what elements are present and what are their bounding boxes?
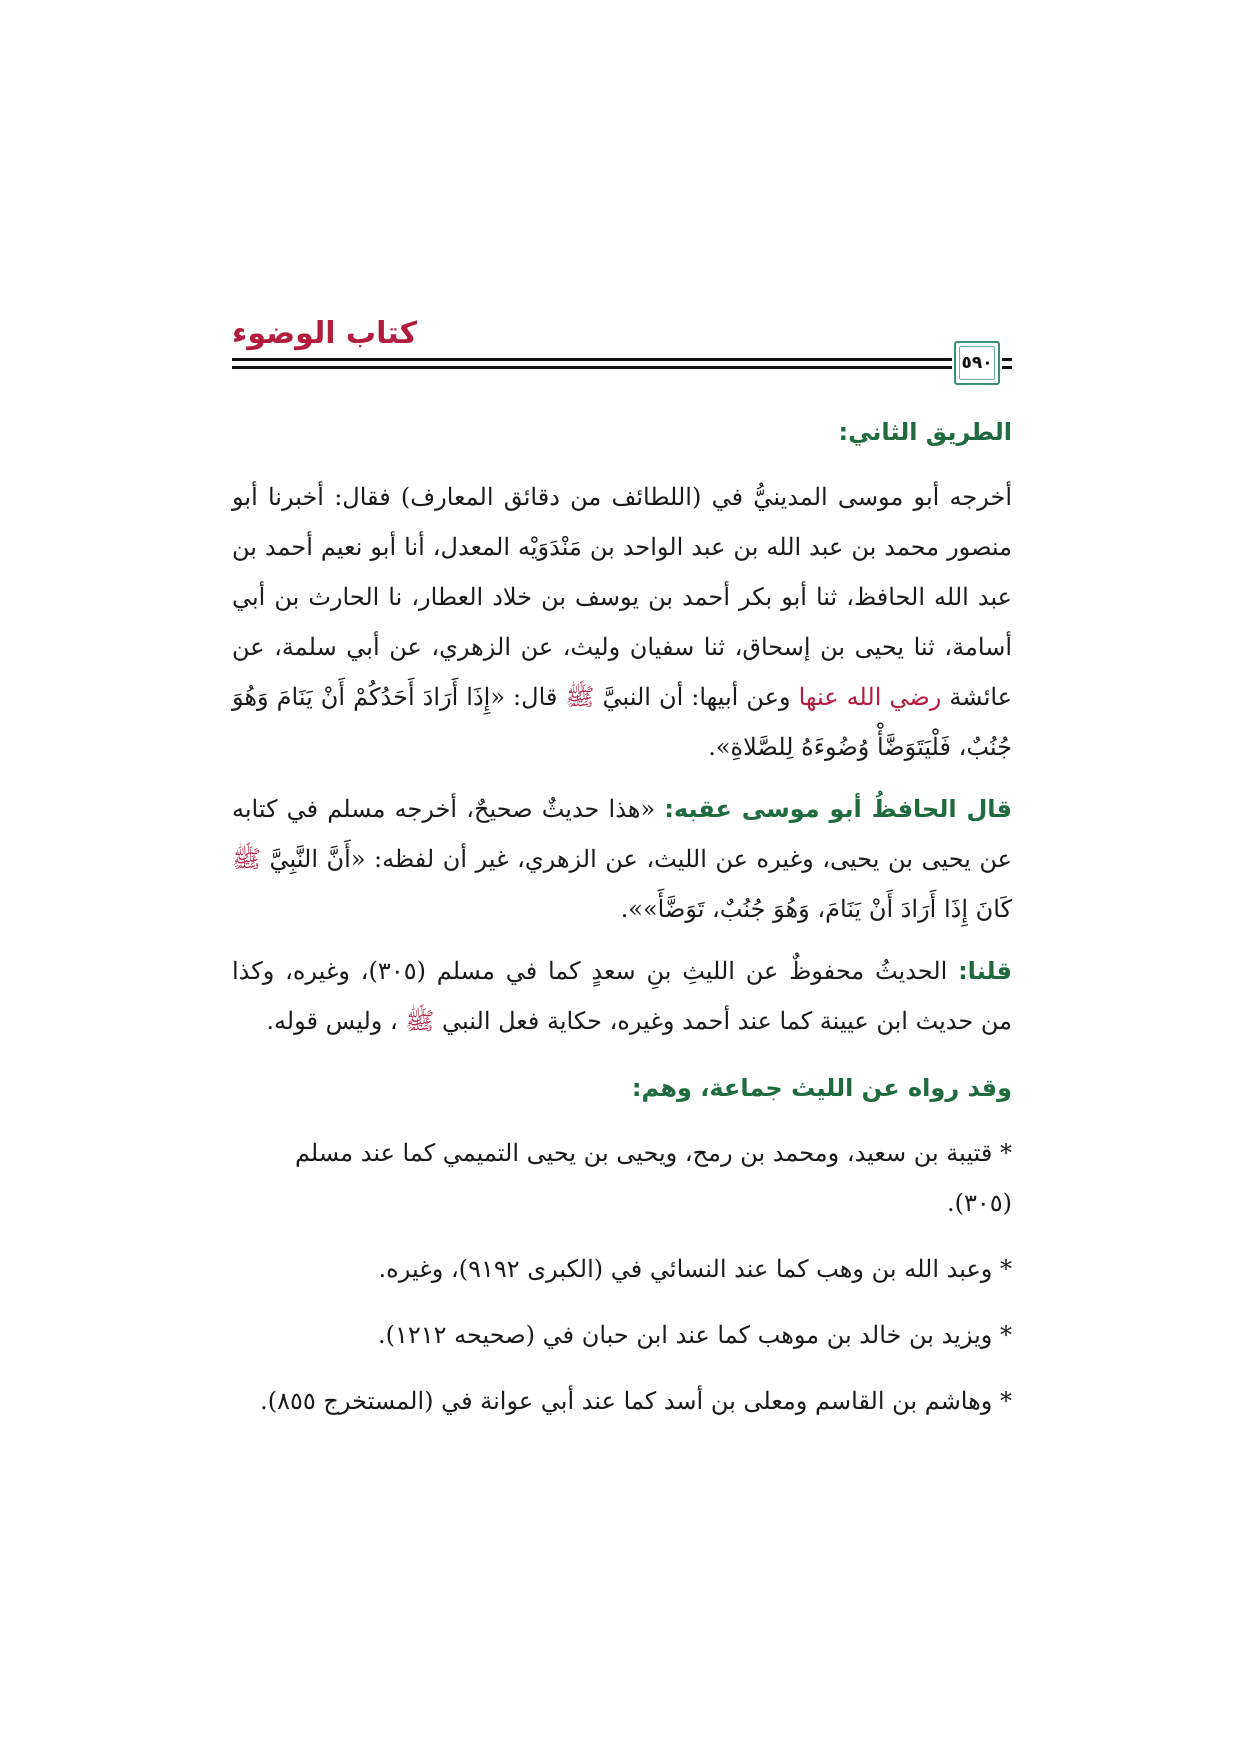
header-rule-bottom-end (1002, 366, 1012, 369)
list-item: * وعبد الله بن وهب كما عند النسائي في (الكبرى ٩١٩٢)، وغيره. (378, 1255, 1012, 1283)
header-rule-bottom (232, 366, 952, 369)
section-heading: الطريق الثاني: (838, 418, 1012, 446)
list-item: * ويزيد بن خالد بن موهب كما عند ابن حبان في (صحيحه ١٢١٢). (377, 1321, 1012, 1349)
note-text-b: ، وليس قوله. (266, 1007, 398, 1035)
honorific-salawat: ﷺ (232, 845, 261, 873)
paragraph-hafiz-comment (232, 784, 1012, 934)
narration-text: أخرجه أبو موسى المدينيُّ في (اللطائف من دقائق المعارف) فقال: أخبرنا أبو منصور محمد بن عبد الله بن عبد الواحد بن مَنْدَوَيْه المعدل، أنا أبو نعيم أحمد بن عبد الله الحافظ، ثنا أبو بكر أحمد بن يوسف بن خلاد العطار، نا الحارث بن أبي أسامة، ثنا يحيى بن إسحاق، ثنا سفيان وليث، عن الزهري، عن أبي سلمة، عن عائشة (232, 483, 1013, 711)
sub-heading: وقد رواه عن الليث جماعة، وهم: (631, 1074, 1012, 1102)
comment-text-b: كَانَ إِذَا أَرَادَ أَنْ يَنَامَ، وَهُوَ جُنُبٌ، تَوَضَّأَ»». (620, 895, 1012, 923)
note-text: الحديثُ محفوظٌ عن الليثِ بنِ سعدٍ كما في مسلم (٣٠٥)، وغيره، وكذا من حديث ابن عيينة كما عند أحمد وغيره، حكاية فعل النبي (232, 957, 1012, 1035)
page-header (232, 316, 1012, 392)
narration-text-b: وعن أبيها: أن النبيَّ (602, 683, 791, 711)
list-item: * وهاشم بن القاسم ومعلى بن أسد كما عند أبي عوانة في (المستخرج ٨٥٥). (260, 1387, 1012, 1415)
comment-text: «هذا حديثٌ صحيحٌ، أخرجه مسلم في كتابه عن يحيى بن يحيى، وغيره عن الليث، عن الزهري، غير أن لفظه: «أَنَّ النَّبِيَّ (232, 795, 1012, 873)
header-rule-top (232, 358, 952, 361)
honorific-radiallahu: رضي الله عنها (798, 683, 942, 711)
paragraph-narration (232, 472, 1012, 772)
comment-lead: قال الحافظُ أبو موسى عقبه: (664, 795, 1013, 823)
list-item: * قتيبة بن سعيد، ومحمد بن رمح، ويحيى بن يحيى التميمي كما عند مسلم (٣٠٥). (294, 1139, 1012, 1217)
page-number: ٥٩٠ (961, 353, 993, 373)
narration-text-c: قال: «إِذَا أَرَادَ أَحَدُكُمْ أَنْ يَنَامَ وَهُوَ جُنُبٌ، فَلْيَتَوَضَّأْ وُضُوءَهُ لِلصَّلاةِ». (232, 683, 1012, 761)
page-number-frame (954, 341, 1000, 385)
paragraph-our-note (232, 946, 1012, 1046)
honorific-salawat: ﷺ (565, 683, 595, 711)
book-title: كتاب الوضوء (232, 316, 418, 351)
header-rule-top-end (1002, 358, 1012, 361)
honorific-salawat: ﷺ (405, 1007, 435, 1035)
page-body (232, 408, 1012, 1442)
note-lead: قلنا: (958, 957, 1012, 985)
